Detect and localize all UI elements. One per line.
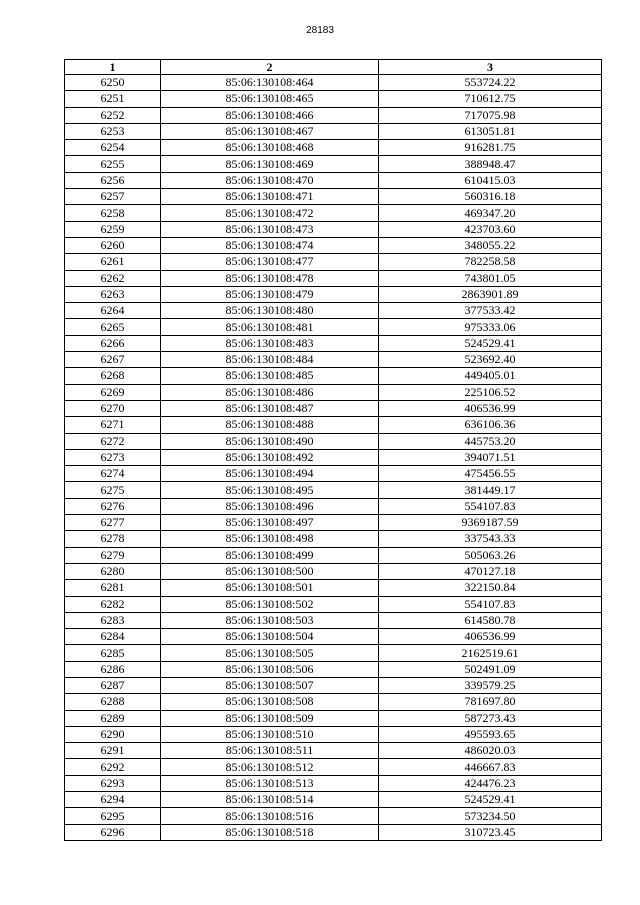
value-cell: 560316.18 [379,189,602,205]
value-cell: 782258.58 [379,254,602,270]
cadastral-number-cell: 85:06:130108:514 [161,792,379,808]
table-row [65,466,602,482]
row-number-cell: 6289 [65,710,161,726]
table-row [65,580,602,596]
cadastral-number-cell: 85:06:130108:497 [161,515,379,531]
table-row [65,107,602,123]
table-row [65,221,602,237]
cadastral-number-cell: 85:06:130108:513 [161,775,379,791]
page-number: 28183 [306,25,334,36]
row-number-cell: 6276 [65,498,161,514]
table-row [65,824,602,840]
row-number-cell: 6251 [65,91,161,107]
cadastral-number-cell: 85:06:130108:466 [161,107,379,123]
table-row [65,498,602,514]
row-number-cell: 6294 [65,792,161,808]
cadastral-number-cell: 85:06:130108:483 [161,335,379,351]
table-row [65,172,602,188]
value-cell: 916281.75 [379,140,602,156]
cadastral-number-cell: 85:06:130108:478 [161,270,379,286]
cadastral-number-cell: 85:06:130108:503 [161,612,379,628]
table-row [65,629,602,645]
value-cell: 388948.47 [379,156,602,172]
column-header-1: 1 [65,60,161,75]
table-row [65,759,602,775]
value-cell: 523692.40 [379,352,602,368]
cadastral-number-cell: 85:06:130108:511 [161,743,379,759]
value-cell: 322150.84 [379,580,602,596]
table-row [65,140,602,156]
cadastral-number-cell: 85:06:130108:512 [161,759,379,775]
table-row [65,515,602,531]
value-cell: 587273.43 [379,710,602,726]
value-cell: 9369187.59 [379,515,602,531]
column-header-3: 3 [379,60,602,75]
table-row [65,482,602,498]
table-row [65,661,602,677]
table-row [65,123,602,139]
row-number-cell: 6269 [65,384,161,400]
row-number-cell: 6255 [65,156,161,172]
table-row [65,449,602,465]
cadastral-number-cell: 85:06:130108:472 [161,205,379,221]
row-number-cell: 6296 [65,824,161,840]
row-number-cell: 6281 [65,580,161,596]
cadastral-number-cell: 85:06:130108:518 [161,824,379,840]
cadastral-table [64,59,602,841]
cadastral-number-cell: 85:06:130108:494 [161,466,379,482]
cadastral-number-cell: 85:06:130108:485 [161,368,379,384]
row-number-cell: 6275 [65,482,161,498]
row-number-cell: 6254 [65,140,161,156]
table-row [65,645,602,661]
table-row [65,286,602,302]
table-row [65,400,602,416]
value-cell: 449405.01 [379,368,602,384]
table-row [65,792,602,808]
row-number-cell: 6277 [65,515,161,531]
value-cell: 424476.23 [379,775,602,791]
row-number-cell: 6293 [65,775,161,791]
table-row [65,563,602,579]
row-number-cell: 6274 [65,466,161,482]
table-row [65,547,602,563]
value-cell: 486020.03 [379,743,602,759]
table-row [65,270,602,286]
table-row [65,319,602,335]
cadastral-number-cell: 85:06:130108:500 [161,563,379,579]
table-row [65,596,602,612]
value-cell: 553724.22 [379,75,602,91]
row-number-cell: 6291 [65,743,161,759]
cadastral-number-cell: 85:06:130108:477 [161,254,379,270]
cadastral-number-cell: 85:06:130108:474 [161,237,379,253]
value-cell: 475456.55 [379,466,602,482]
cadastral-number-cell: 85:06:130108:473 [161,221,379,237]
value-cell: 2863901.89 [379,286,602,302]
table-row [65,75,602,91]
cadastral-number-cell: 85:06:130108:465 [161,91,379,107]
cadastral-number-cell: 85:06:130108:516 [161,808,379,824]
value-cell: 554107.83 [379,596,602,612]
cadastral-number-cell: 85:06:130108:467 [161,123,379,139]
value-cell: 524529.41 [379,792,602,808]
row-number-cell: 6280 [65,563,161,579]
value-cell: 470127.18 [379,563,602,579]
value-cell: 495593.65 [379,726,602,742]
column-header-2: 2 [161,60,379,75]
row-number-cell: 6253 [65,123,161,139]
row-number-cell: 6252 [65,107,161,123]
row-number-cell: 6259 [65,221,161,237]
value-cell: 406536.99 [379,400,602,416]
value-cell: 348055.22 [379,237,602,253]
cadastral-number-cell: 85:06:130108:480 [161,303,379,319]
value-cell: 337543.33 [379,531,602,547]
cadastral-number-cell: 85:06:130108:508 [161,694,379,710]
value-cell: 406536.99 [379,629,602,645]
cadastral-number-cell: 85:06:130108:486 [161,384,379,400]
value-cell: 377533.42 [379,303,602,319]
row-number-cell: 6282 [65,596,161,612]
row-number-cell: 6250 [65,75,161,91]
table-row [65,368,602,384]
value-cell: 710612.75 [379,91,602,107]
table-row [65,808,602,824]
cadastral-number-cell: 85:06:130108:501 [161,580,379,596]
cadastral-number-cell: 85:06:130108:505 [161,645,379,661]
table-header-row [65,60,602,75]
row-number-cell: 6288 [65,694,161,710]
cadastral-number-cell: 85:06:130108:502 [161,596,379,612]
row-number-cell: 6262 [65,270,161,286]
cadastral-number-cell: 85:06:130108:471 [161,189,379,205]
value-cell: 225106.52 [379,384,602,400]
cadastral-number-cell: 85:06:130108:479 [161,286,379,302]
row-number-cell: 6279 [65,547,161,563]
value-cell: 554107.83 [379,498,602,514]
value-cell: 505063.26 [379,547,602,563]
table-row [65,254,602,270]
value-cell: 975333.06 [379,319,602,335]
row-number-cell: 6260 [65,237,161,253]
row-number-cell: 6286 [65,661,161,677]
table-row [65,335,602,351]
value-cell: 636106.36 [379,417,602,433]
table-row [65,775,602,791]
row-number-cell: 6278 [65,531,161,547]
row-number-cell: 6268 [65,368,161,384]
cadastral-number-cell: 85:06:130108:496 [161,498,379,514]
cadastral-number-cell: 85:06:130108:509 [161,710,379,726]
value-cell: 446667.83 [379,759,602,775]
value-cell: 717075.98 [379,107,602,123]
table-row [65,710,602,726]
cadastral-number-cell: 85:06:130108:469 [161,156,379,172]
cadastral-number-cell: 85:06:130108:464 [161,75,379,91]
row-number-cell: 6290 [65,726,161,742]
row-number-cell: 6273 [65,449,161,465]
value-cell: 613051.81 [379,123,602,139]
table-row [65,303,602,319]
table-row [65,433,602,449]
table-row [65,417,602,433]
value-cell: 394071.51 [379,449,602,465]
cadastral-number-cell: 85:06:130108:506 [161,661,379,677]
row-number-cell: 6292 [65,759,161,775]
row-number-cell: 6263 [65,286,161,302]
cadastral-number-cell: 85:06:130108:510 [161,726,379,742]
cadastral-number-cell: 85:06:130108:487 [161,400,379,416]
cadastral-number-cell: 85:06:130108:468 [161,140,379,156]
table-row [65,726,602,742]
row-number-cell: 6271 [65,417,161,433]
cadastral-number-cell: 85:06:130108:504 [161,629,379,645]
row-number-cell: 6285 [65,645,161,661]
row-number-cell: 6270 [65,400,161,416]
value-cell: 423703.60 [379,221,602,237]
table-row [65,91,602,107]
row-number-cell: 6266 [65,335,161,351]
row-number-cell: 6283 [65,612,161,628]
row-number-cell: 6258 [65,205,161,221]
value-cell: 614580.78 [379,612,602,628]
cadastral-number-cell: 85:06:130108:484 [161,352,379,368]
row-number-cell: 6265 [65,319,161,335]
cadastral-number-cell: 85:06:130108:499 [161,547,379,563]
cadastral-number-cell: 85:06:130108:492 [161,449,379,465]
cadastral-number-cell: 85:06:130108:490 [161,433,379,449]
value-cell: 573234.50 [379,808,602,824]
row-number-cell: 6257 [65,189,161,205]
table-row [65,612,602,628]
value-cell: 310723.45 [379,824,602,840]
row-number-cell: 6267 [65,352,161,368]
table-row [65,352,602,368]
table-row [65,694,602,710]
table-row [65,384,602,400]
value-cell: 381449.17 [379,482,602,498]
row-number-cell: 6272 [65,433,161,449]
row-number-cell: 6287 [65,677,161,693]
table-row [65,531,602,547]
row-number-cell: 6284 [65,629,161,645]
row-number-cell: 6264 [65,303,161,319]
cadastral-number-cell: 85:06:130108:495 [161,482,379,498]
row-number-cell: 6295 [65,808,161,824]
value-cell: 781697.80 [379,694,602,710]
table-row [65,156,602,172]
value-cell: 610415.03 [379,172,602,188]
value-cell: 339579.25 [379,677,602,693]
row-number-cell: 6256 [65,172,161,188]
cadastral-number-cell: 85:06:130108:498 [161,531,379,547]
value-cell: 502491.09 [379,661,602,677]
cadastral-number-cell: 85:06:130108:470 [161,172,379,188]
value-cell: 469347.20 [379,205,602,221]
table-row [65,189,602,205]
table-row [65,205,602,221]
table-row [65,677,602,693]
table-row [65,237,602,253]
table-body [65,75,602,841]
cadastral-number-cell: 85:06:130108:507 [161,677,379,693]
row-number-cell: 6261 [65,254,161,270]
cadastral-number-cell: 85:06:130108:488 [161,417,379,433]
value-cell: 445753.20 [379,433,602,449]
table-row [65,743,602,759]
value-cell: 2162519.61 [379,645,602,661]
value-cell: 743801.05 [379,270,602,286]
value-cell: 524529.41 [379,335,602,351]
cadastral-number-cell: 85:06:130108:481 [161,319,379,335]
